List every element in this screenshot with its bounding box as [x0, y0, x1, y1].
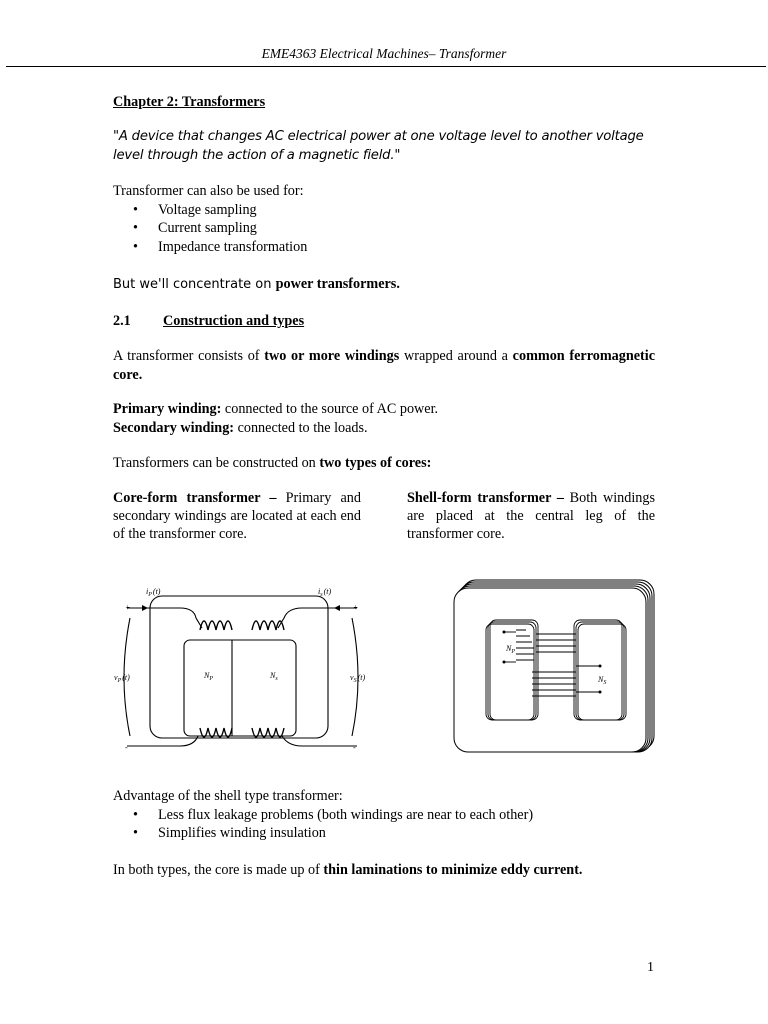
advantages-intro: Advantage of the shell type transformer:	[113, 788, 343, 804]
shell-form-label: Shell-form transformer –	[407, 490, 564, 506]
section-heading	[113, 312, 656, 331]
cores-prefix: Transformers can be constructed on	[113, 455, 320, 471]
list-item: • Simplifies winding insulation	[113, 824, 656, 843]
construction-bold: common ferromagnetic core.	[113, 348, 656, 383]
secondary-winding-line	[113, 419, 656, 438]
core-form-label: Core-form transformer –	[113, 490, 277, 506]
secondary-plus: +	[353, 603, 359, 612]
primary-label: Primary winding:	[113, 401, 222, 417]
laminations-prefix: In both types, the core is made up of	[113, 862, 324, 878]
shell-form-text: Both windings are placed at the central leg of the transformer core.	[407, 490, 656, 542]
cores-sentence	[113, 454, 656, 473]
focus-sentence	[113, 275, 656, 295]
section-title: Construction and types	[163, 313, 305, 329]
list-item: • Less flux leakage problems (both windings are near to each other)	[113, 806, 656, 825]
shell-form-transformer-diagram	[452, 576, 662, 754]
primary-current-label: $i_P(t)$	[146, 587, 161, 598]
shell-primary-turns-label: $N_P$	[506, 644, 516, 655]
advantages-list	[113, 806, 656, 843]
core-form-description	[113, 489, 361, 543]
list-item: • Voltage sampling	[113, 201, 656, 220]
primary-plus: +	[125, 603, 131, 612]
cores-bold: two types of cores:	[319, 455, 432, 471]
core-form-transformer-diagram	[112, 578, 372, 753]
primary-voltage-label: $v_P(t)$	[114, 673, 130, 684]
page-number: 1	[647, 960, 654, 975]
uses-section	[113, 182, 656, 256]
construction-bold: two or more windings	[264, 348, 400, 364]
list-item: • Current sampling	[113, 219, 656, 238]
construction-paragraph	[113, 347, 655, 384]
construction-text: wrapped around a	[399, 348, 513, 364]
secondary-text: connected to the loads.	[234, 419, 368, 436]
advantages-section	[113, 787, 656, 843]
primary-minus: -	[125, 743, 128, 752]
chapter-title: Chapter 2: Transformers	[113, 94, 266, 110]
laminations-bold: thin laminations to minimize eddy current.	[323, 862, 583, 878]
shell-secondary-turns-label: $N_S$	[598, 675, 607, 686]
construction-text: A transformer consists of	[113, 348, 265, 364]
primary-winding-line	[113, 400, 656, 419]
shell-form-description	[407, 489, 655, 543]
uses-list	[113, 201, 656, 257]
running-header: EME4363 Electrical Machines– Transformer	[261, 46, 507, 61]
header-rule	[6, 66, 766, 67]
windings-definitions	[113, 400, 656, 437]
uses-intro: Transformer can also be used for:	[113, 183, 304, 199]
secondary-label: Secondary winding:	[113, 419, 235, 436]
primary-turns-label: $N_P$	[204, 671, 214, 682]
focus-prefix: But we'll concentrate on	[113, 277, 276, 292]
core-form-text: Primary and secondary windings are located at each end of the transformer core.	[113, 490, 361, 542]
primary-text: connected to the source of AC power.	[221, 401, 439, 417]
secondary-turns-label: $N_s$	[270, 671, 278, 682]
secondary-minus: -	[353, 743, 356, 752]
secondary-current-label: $i_s(t)$	[318, 587, 332, 598]
focus-bold: power transformers.	[275, 276, 400, 292]
section-number: 2.1	[113, 313, 131, 329]
definition-quote: "A device that changes AC electrical power at one voltage level to another voltage level through the action of a magnetic field."	[113, 129, 644, 163]
list-item: • Impedance transformation	[113, 238, 656, 257]
laminations-sentence	[113, 861, 656, 880]
secondary-voltage-label: $v_S(t)$	[350, 673, 366, 684]
